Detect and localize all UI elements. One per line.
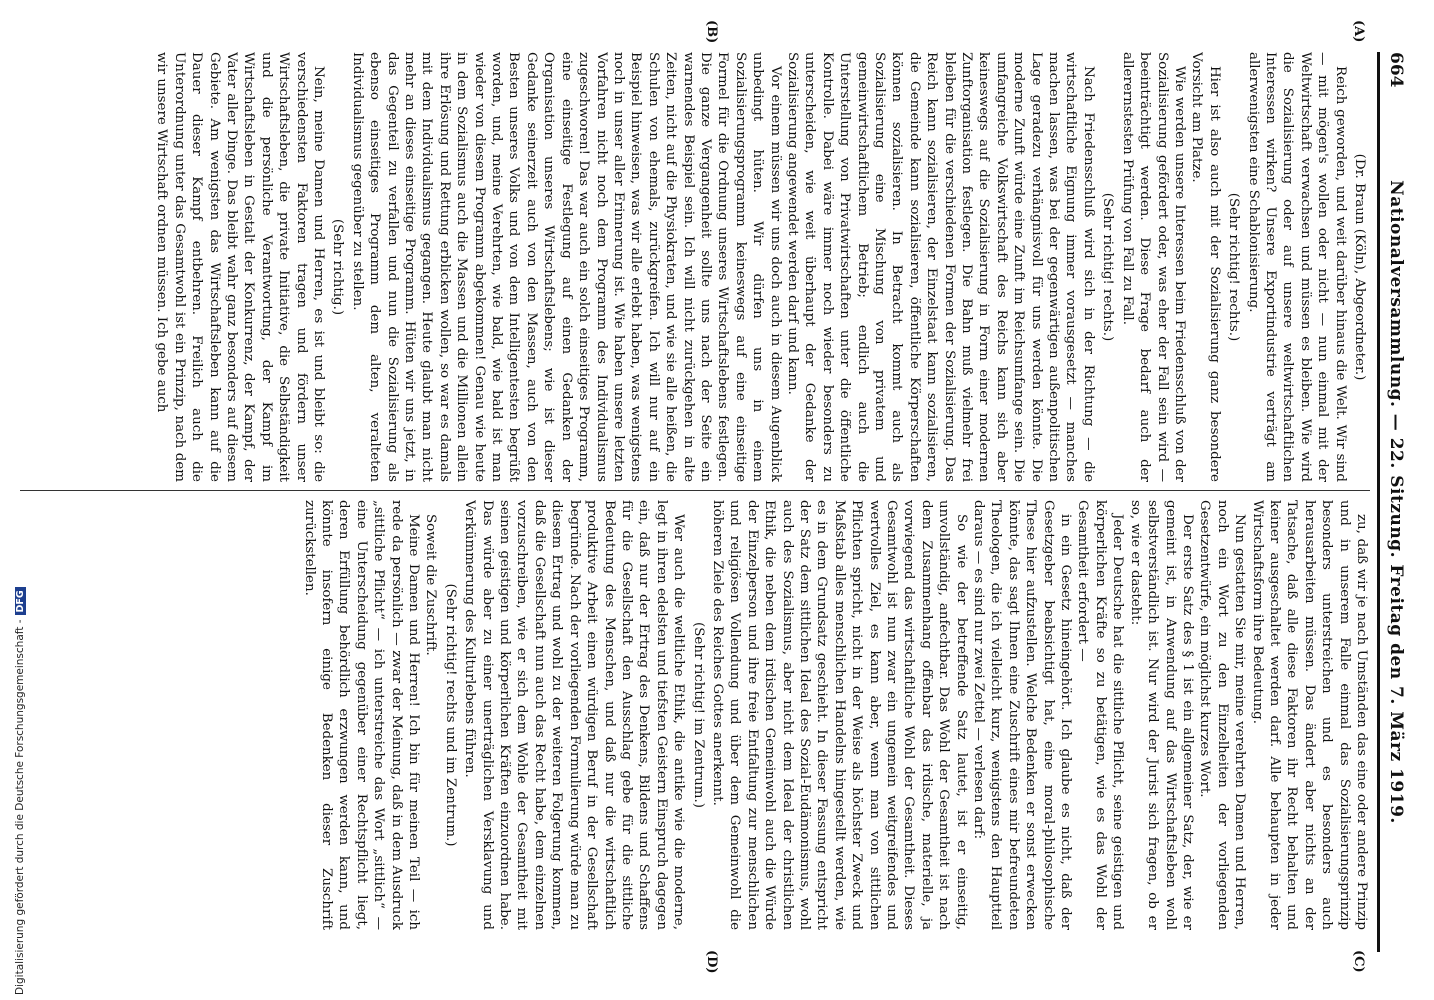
paragraph: Nun gestatten Sie mir, meine verehrten Damen und Herren, noch ein Wort zu den Einzelheiten der vorliegenden Gesetzentwürfe, ein möglichst kurzes Wort. [1197,500,1248,930]
funding-notice-text: Digitalisierung gefördert durch die Deutsche Forschungsgemeinschaft - [14,619,26,995]
paragraph: Hier ist also auch mit der Sozialisierung ganz besondere Vorsicht am Platze. [1189,52,1222,482]
paragraph: zu, daß wir je nach Umständen das eine oder andere Prinzip und in unserem Falle einmal das Sozialisierungsprinzip besonders unterstreichen und es besonders auch herausarbeiten müssen. Das ändert aber nichts an der Tatsache, daß alle diese Faktoren ihr Recht behalten und keiner ausgeschaltet werden darf. Alle behaupten in jeder Wirtschaftsform ihre Bedeutung. [1249,500,1369,930]
paragraph: Wie werden unsere Interessen beim Friedensschluß von der Sozialisierung gefördert oder, was eher der Fall sein wird — beeinträchtigt werden. Diese Frage bedarf auch der allerernstesten Prüfung von Fall zu Fall. [1119,52,1187,482]
right-column [20,500,1370,930]
margin-marker-a: (A) [1351,20,1366,43]
interjection: (Sehr richtig! rechts.) [1226,192,1242,342]
paragraph: Soweit die Zuschrift. [423,514,439,656]
paragraph: Reich geworden, und weit darüber hinaus die Welt. Wir sind — mit mögen's wollen oder nicht — nun einmal mit der Weltwirtschaft verwachsen und müssen es bleiben. Wie wird die Sozialisierung oder auf unsere weltwirtschaftlichen Interessen wirken? Unsere Exportindustrie verträgt am allerwenigsten eine Schablonisierung. [1245,52,1348,482]
dfg-logo: DFG [15,587,26,615]
paragraph: Der erste Satz des § 1 ist ein allgemeiner Satz, der, wie er gemeint ist, in Anwendung auf das Wirtschaftsleben wohl selbstverständlich ist. Nur wird der Jurist sich fragen, ob er so, wie er dasteht: [1127,500,1195,930]
paragraph: Meine Damen und Herren! Ich bin für meinen Teil — ich rede da persönlich — zwar der Meinung, daß in dem Ausdruck „sittliche Pflicht“ — ich unterstreiche das Wort „sittlich“ — eine Unterscheidung gegenüber einer Rechtspflicht liegt, deren Erfüllung behördlich erzwungen werden kann, und könnte insofern einige Bedenken dieser Zuschrift zurückstellen. [301,500,422,930]
paragraph: Nein, meine Damen und Herren, es ist und bleibt so: die verschiedensten Faktoren tragen und fördern unser Wirtschaftsleben, die private Initiative, die Selbständigkeit und die persönliche Verantwortung, der Kampf im Wirtschaftsleben in Gestalt der Konkurrenz, der Kampf, der Vater aller Dinge. Das bleibt wahr ganz besonders auf diesem Gebiete. Am wenigsten das Wirtschaftsleben kann auf die Dauer dieser Kampf entbehren. Freilich auch die Unterordnung unter das Gesamtwohl ist ein Prinzip, nach dem wir unsere Wirtschaft ordnen müssen. Ich gebe auch [154,52,327,482]
interjection: (Sehr richtig.) [330,218,346,316]
page-number: 664 [1386,52,1406,88]
interjection: (Sehr richtig! rechts und im Zentrum.) [442,583,458,847]
paragraph: Vor einem müssen wir uns doch auch in diesem Augenblick unbedingt hüten. Wir dürfen uns in einem Sozialisierungsprogramm keineswegs auf eine einseitige Formel für die Ordnung unseres Wirtschaftslebens festlegen. Die ganze Vergangenheit sollte uns nach der Seite ein warnendes Beispiel sein. Ich will nicht zurückgehen in alte Zeiten, nicht auf die Physiokraten, und wie sie alle heißen, die Schulen von ehemals, zurückgreifen. Ich will nur auf ein Beispiel hinweisen, was wir alle erlebt haben, was wenigstens noch in unser aller Erinnerung ist. Wie haben unsere letzten Vorfahren nicht noch dem Programm des Individualismus zugeschworen! Das war auch ein solch einseitiges Programm, eine einseitige Festlegung auf einen Gedanken der Organisation unseres Wirtschaftslebens; wie ist dieser Gedanke seinerzeit auch von den Massen, auch von den Besten unseres Volks und von dem Intelligentesten begrüßt worden, und, meine Verehrten, wie bald, wie bald ist man wieder von diesem Programm abgekommen! Genau wie heute in dem Sozialismus auch die Massen und die Millionen allein ihre Erlösung und Rettung erblicken wollen, so war es damals mit dem Individualismus gegangen. Heute glaubt man nicht mehr an dieses einseitige Programm. Hüten wir uns jetzt, in das Gegenteil zu verfallen und nun die Sozialisierung als ebenso einseitiges Programm dem alten, veralteten Individualismus gegenüber zu stellen. [349,52,783,482]
interjection: (Sehr richtig! rechts.) [1100,192,1116,342]
column-divider [20,490,1370,491]
speaker-line: (Dr. Braun (Köln), Abgeordneter.) [1352,153,1367,381]
quoted-letter: Wer auch die weltliche Ethik, die antike wie die moderne, legt in ihren edelsten und tiefsten Geistern Einspruch dagegen ein, daß nur der Ertrag des Denkens, Bildens und Schaffens für die Gesellschaft den Ausschlag gebe für die sittliche Bedeutung des Menschen, und daß nur die wirtschaftlich produktive Arbeit einen würdigen Beruf in der Gesellschaft begründe. Nach der vorliegenden Formulierung würde man zu diesem Ertrag und wohl zu der weiteren Folgerung kommen, daß die Gesellschaft nun auch das Recht habe, dem einzelnen vorzuschreiben, wie er sich dem Wohle der Gesamtheit mit seinen geistigen und körperlichen Kräften einzuordnen habe. Das würde aber zu einer unerträglichen Versklavung und Verkümmerung des Kulturlebens führen. [462,500,687,930]
paragraph: in ein Gesetz hineingehört. Ich glaube es nicht, daß der Gesetzgeber beabsichtigt hat, eine moral-philosophische These hier aufzustellen. Welche Bedenken er sonst erwecken könnte, das sagt Ihnen eine Zuschrift eines mir befreundeten Theologen, die ich vielleicht kurz, wenigstens den Hauptteil daraus — es sind nur zwei Zettel — verlesen darf: [971,500,1074,930]
interjection: (Sehr richtig! im Zentrum.) [690,622,706,808]
margin-marker-b: (B) [704,20,719,44]
margin-marker-d: (D) [704,950,719,974]
left-column [20,52,1370,482]
page-title: Nationalversammlung. — 22. Sitzung. Freitag den 7. März 1919. [1386,180,1406,824]
page-header [1377,52,1414,952]
quoted-law-text: Jeder Deutsche hat die sittliche Pflicht, seine geistigen und körperlichen Kräfte so zu betätigen, wie es das Wohl der Gesamtheit erfordert — [1075,500,1126,930]
margin-marker-c: (C) [1351,950,1366,973]
quoted-letter: So wie der betreffende Satz lautet, ist er einseitig, unvollständig, anfechtbar. Das Wohl der Gesamtheit ist nach dem Zusammenhang offenbar das irdische, materielle, ja vorwiegend das wirtschaftliche Wohl der Gesamtheit. Dieses Gesamtwohl ist nun zwar ein ungemein weitgreifendes und wertvolles Ziel, es kann aber, wenn man von sittlichen Pflichten spricht, nicht in der Weise als höchster Zweck und Maßstab alles menschlichen Handelns hingestellt werden, wie es in dem Grundsatz geschieht. In dieser Fassung entspricht der Satz dem sittlichen Ideal des Sozial-Eudämonismus, wohl auch des Sozialismus, aber nicht dem Ideal der christlichen Ethik, die neben dem irdischen Gemeinwohl auch die Würde der Einzelperson und ihre freie Entfaltung zur menschlichen und religiösen Vollendung und über dem Gemeinwohl die höheren Ziele des Reiches Gottes anerkennt. [709,500,969,930]
paragraph: Nach Friedensschluß wird sich in der Richtung — die wirtschaftliche Eignung immer vorausgesetzt — manches machen lassen, was bei der gegenwärtigen außenpolitischen Lage geradezu verhängnisvoll für uns werden könnte. Die moderne Zunft würde eine Zunft im Reichsumfange sein. Die umfangreiche Volkswirtschaft des Reichs kann sich aber keineswegs auf die Sozialisierung in Form einer modernen Zunftorganisation festlegen. Die Bahn muß vielmehr frei bleiben für die verschiedenen Formen der Sozialisierung. Das Reich kann sozialisieren, der Einzelstaat kann sozialisieren, die Gemeinde kann sozialisieren, öffentliche Körperschaften können sozialisieren. In Betracht kommt auch als Sozialisierung eine Mischung von privatem und gemeinwirtschaftlichem Betrieb; endlich auch die Unterstellung von Privatwirtschaften unter die öffentliche Kontrolle. Dabei wäre immer noch wieder besonders zu unterscheiden, wie weit überhaupt der Gedanke der Sozialisierung angewendet werden darf und kann. [785,52,1096,482]
